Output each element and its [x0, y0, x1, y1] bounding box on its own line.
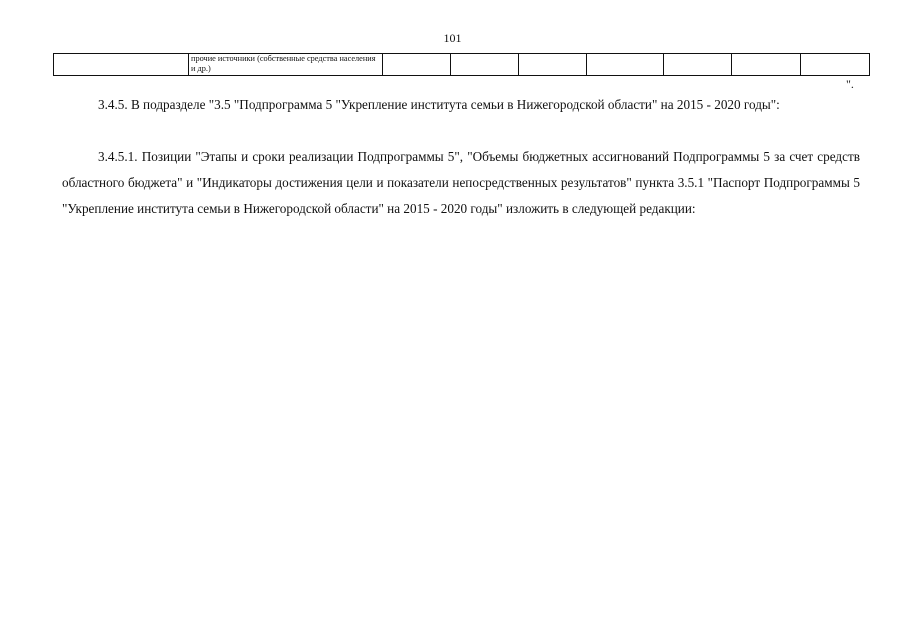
closing-quote: ". [846, 77, 854, 91]
table-fragment [53, 53, 870, 76]
table-cell-funding-source: прочие источники (собственные средства населения и др.) [189, 54, 383, 76]
paragraph-3-4-5: 3.4.5. В подразделе "3.5 "Подпрограмма 5 "Укрепление института семьи в Нижегородской области" на 2015 - 2020 годы": [98, 97, 780, 112]
page-number: 101 [443, 31, 462, 45]
table-cell-empty [383, 54, 451, 76]
table-cell-empty [664, 54, 732, 76]
table-cell-empty [54, 54, 189, 76]
table-cell-empty [519, 54, 587, 76]
table-cell-empty [451, 54, 519, 76]
table-cell-empty [801, 54, 870, 76]
table-cell-empty [732, 54, 801, 76]
table-row [54, 54, 870, 76]
paragraph-3-4-5-1: 3.4.5.1. Позиции "Этапы и сроки реализации Подпрограммы 5", "Объемы бюджетных ассигнований Подпрограммы 5 за счет средств областного бюджета" и "Индикаторы достижения цели и показатели непосредственных результатов" пункта 3.5.1 "Паспорт Подпрограммы 5 "Укрепление института семьи в Нижегородской области" на 2015 - 2020 годы" изложить в следующей редакции: [62, 149, 860, 216]
table-cell-empty [587, 54, 664, 76]
